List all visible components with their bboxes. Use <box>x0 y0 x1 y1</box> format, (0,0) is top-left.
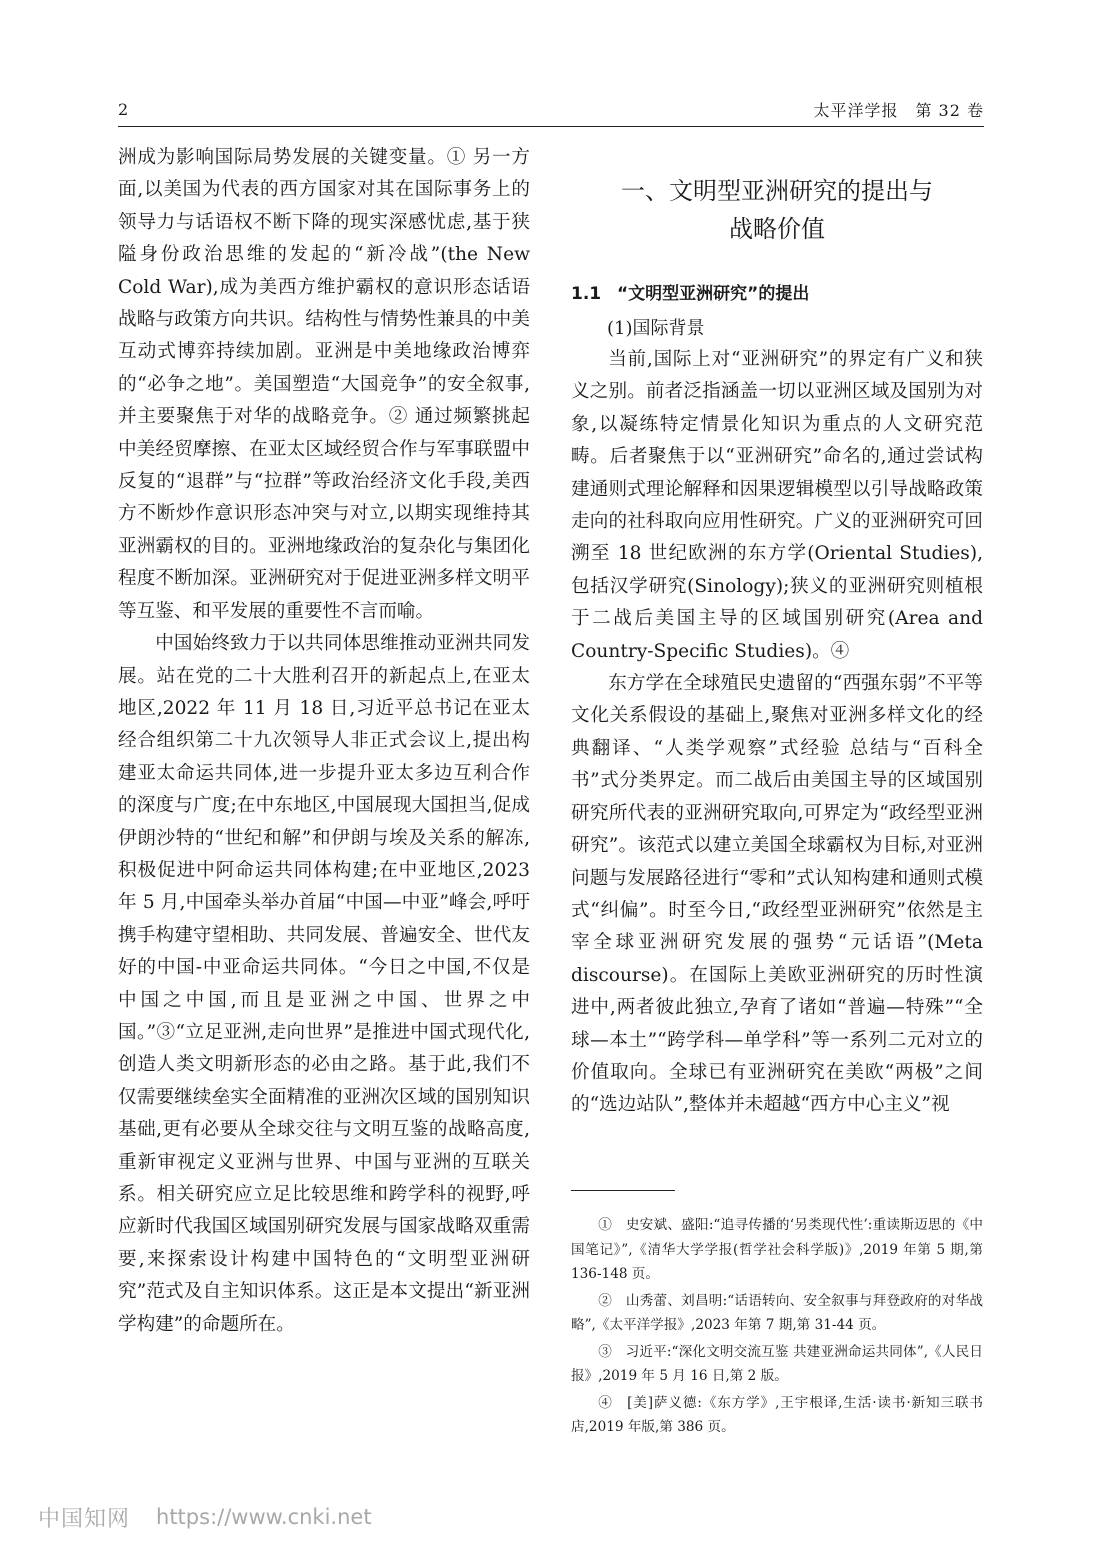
section-title-line: 战略价值 <box>729 215 825 243</box>
right-column <box>571 344 983 1122</box>
minor-heading: (1)国际背景 <box>607 318 705 339</box>
subsection-title: “文明型亚洲研究”的提出 <box>617 284 810 304</box>
footnote: ① 史安斌、盛阳:“追寻传播的‘另类现代性’:重读斯迈思的《中国笔记》”,《清华大学学报(哲学社会科学版)》,2019 年第 5 期,第 136-148 页。 <box>571 1217 983 1282</box>
section-title <box>571 172 983 248</box>
subsection-heading <box>571 280 983 308</box>
body-paragraph: 洲成为影响国际局势发展的关键变量。① 另一方面,以美国为代表的西方国家对其在国际事务上的领导力与话语权不断下降的现实深感忧虑,基于狭隘身份政治思维的发起的“新冷战”(the New Cold War),成为美西方维护霸权的意识形态话语战略与政策方向共识。结构性与情势性兼具的中美互动式博弈持续加剧。亚洲是中美地缘政治博弈的“必争之地”。美国塑造“大国竞争”的安全叙事,并主要聚焦于对华的战略竞争。② 通过频繁挑起中美经贸摩擦、在亚太区域经贸合作与军事联盟中反复的“退群”与“拉群”等政治经济文化手段,美西方不断炒作意识形态冲突与对立,以期实现维持其亚洲霸权的目的。亚洲地缘政治的复杂化与集团化程度不断加深。亚洲研究对于促进亚洲多样文明平等互鉴、和平发展的重要性不言而喻。 <box>118 147 530 622</box>
footnotes <box>571 1213 983 1442</box>
body-paragraph: 当前,国际上对“亚洲研究”的界定有广义和狭义之别。前者泛指涵盖一切以亚洲区域及国别为对象,以凝练特定情景化知识为重点的人文研究范畴。后者聚焦于以“亚洲研究”命名的,通过尝试构建通则式理论解释和因果逻辑模型以引导战略政策走向的社科取向应用性研究。广义的亚洲研究可回溯至 18 世纪欧洲的东方学(Oriental Studies),包括汉学研究(Sinology);狭义的亚洲研究则植根于二战后美国主导的区域国别研究(Area and Country-Specific Studies)。④ <box>571 349 983 662</box>
left-column <box>118 142 530 1341</box>
cnki-watermark <box>38 1500 372 1534</box>
body-paragraph: 中国始终致力于以共同体思维推动亚洲共同发展。站在党的二十大胜利召开的新起点上,在亚太地区,2022 年 11 月 18 日,习近平总书记在亚太经合组织第二十九次领导人非正式会议上,提出构建亚太命运共同体,进一步提升亚太多边互利合作的深度与广度;在中东地区,中国展现大国担当,促成伊朗沙特的“世纪和解”和伊朗与埃及关系的解冻,积极促进中阿命运共同体构建;在中亚地区,2023 年 5 月,中国牵头举办首届“中国—中亚”峰会,呼吁携手构建守望相助、共同发展、普遍安全、世代友好的中国-中亚命运共同体。“今日之中国,不仅是中国之中国,而且是亚洲之中国、世界之中国。”③“立足亚洲,走向世界”是推进中国式现代化,创造人类文明新形态的必由之路。基于此,我们不仅需要继续垒实全面精准的亚洲次区域的国别知识基础,更有必要从全球交往与文明互鉴的战略高度,重新审视定义亚洲与世界、中国与亚洲的互联关系。相关研究应立足比较思维和跨学科的视野,呼应新时代我国区域国别研究发展与国家战略双重需要,来探索设计构建中国特色的“文明型亚洲研究”范式及自主知识体系。这正是本文提出“新亚洲学构建”的命题所在。 <box>118 633 530 1335</box>
section-title-line: 一、文明型亚洲研究的提出与 <box>621 177 933 205</box>
footnote-divider <box>571 1190 675 1191</box>
running-header <box>118 96 984 127</box>
body-paragraph: 东方学在全球殖民史遗留的“西强东弱”不平等文化关系假设的基础上,聚焦对亚洲多样文化的经典翻译、“人类学观察”式经验 总结与“百科全书”式分类界定。而二战后由美国主导的区域国别研究所代表的亚洲研究取向,可界定为“政经型亚洲研究”。该范式以建立美国全球霸权为目标,对亚洲问题与发展路径进行“零和”式认知构建和通则式模式“纠偏”。时至今日,“政经型亚洲研究”依然是主宰全球亚洲研究发展的强势“元话语”(Meta discourse)。在国际上美欧亚洲研究的历时性演进中,两者彼此独立,孕育了诸如“普遍—特殊”“全球—本土”“跨学科—单学科”等一系列二元对立的价值取向。全球已有亚洲研究在美欧“两极”之间的“选边站队”,整体并未超越“西方中心主义”视 <box>571 673 983 1116</box>
footnote: ④ [美]萨义德:《东方学》,王宇根译,生活·读书·新知三联书店,2019 年版,第 386 页。 <box>571 1394 983 1435</box>
footnote: ② 山秀蕾、刘昌明:“话语转向、安全叙事与拜登政府的对华战略”,《太平洋学报》,2023 年第 7 期,第 31-44 页。 <box>571 1292 983 1333</box>
cnki-url: https://www.cnki.net <box>156 1505 372 1529</box>
subsection-number: 1.1 <box>571 284 602 304</box>
journal-title: 太平洋学报 第 32 卷 <box>813 101 984 120</box>
footnote: ③ 习近平:“深化文明交流互鉴 共建亚洲命运共同体”,《人民日报》,2019 年 5 月 16 日,第 2 版。 <box>571 1343 983 1384</box>
page-number: 2 <box>118 100 129 119</box>
cnki-logo-text: 中国知网 <box>38 1506 131 1532</box>
